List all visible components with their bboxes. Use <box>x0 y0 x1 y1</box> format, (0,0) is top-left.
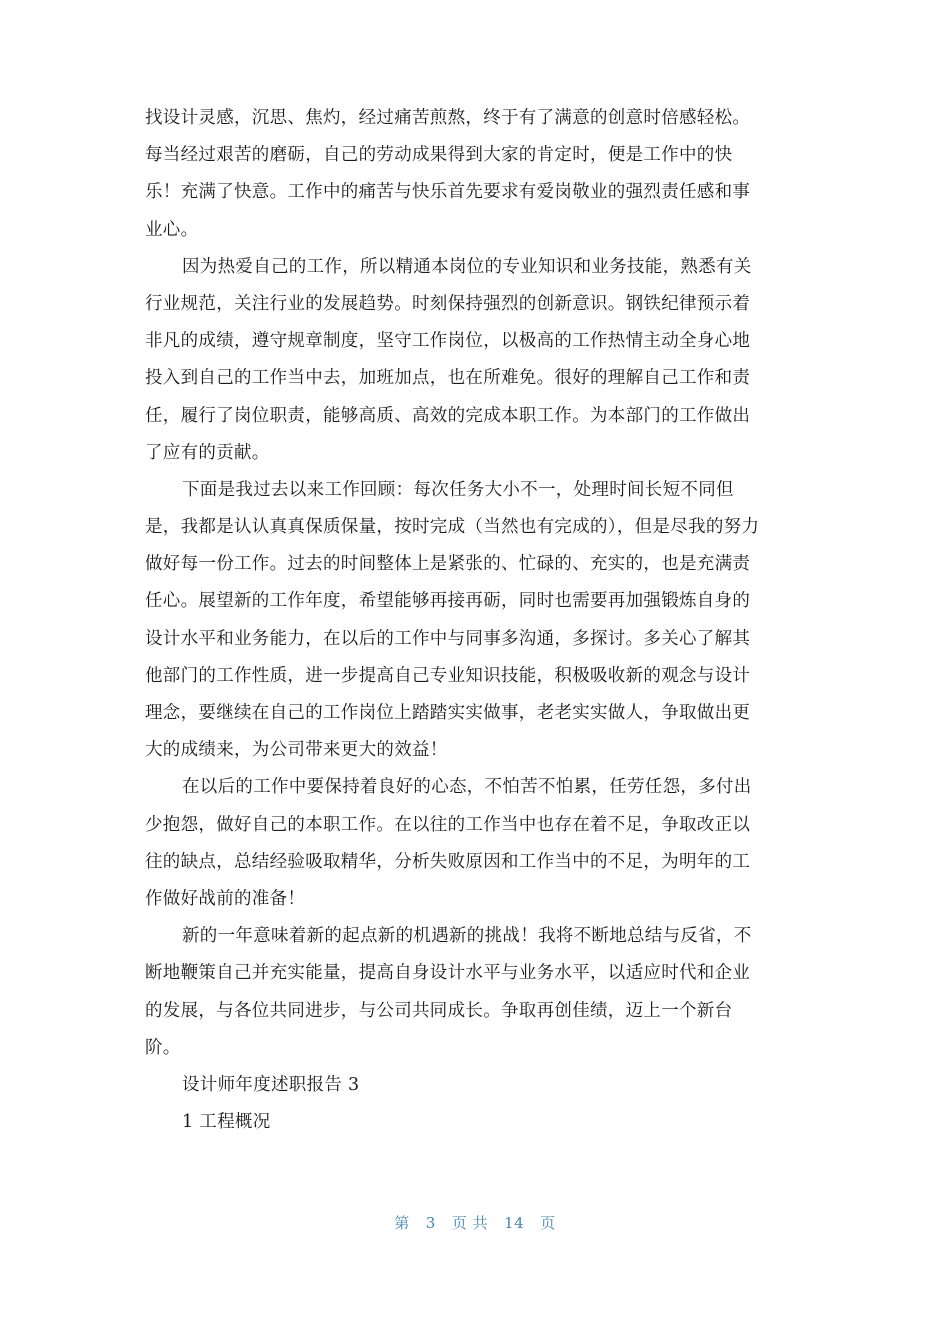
paragraph-first-line: 在以后的工作中要保持着良好的心态，不怕苦不怕累，任劳任怨，多付出 <box>182 777 752 798</box>
text-line: 他部门的工作性质，进一步提高自己专业知识技能，积极吸收新的观念与设计 <box>145 665 751 686</box>
text-line: 做好每一份工作。过去的时间整体上是紧张的、忙碌的、充实的，也是充满责 <box>145 554 751 575</box>
page-footer <box>0 1212 950 1233</box>
page-label-mid: 页 共 <box>451 1214 489 1232</box>
page-label-suffix: 页 <box>540 1214 556 1232</box>
section-heading: 设计师年度述职报告 3 <box>182 1074 360 1095</box>
text-line: 行业规范，关注行业的发展趋势。时刻保持强烈的创新意识。钢铁纪律预示着 <box>145 293 751 314</box>
paragraph-first-line: 新的一年意味着新的起点新的机遇新的挑战！我将不断地总结与反省，不 <box>182 926 752 947</box>
text-line: 作做好战前的准备！ <box>145 888 306 909</box>
text-line: 是，我都是认认真真保质保量，按时完成（当然也有完成的），但是尽我的努力 <box>145 517 760 538</box>
text-line: 任心。展望新的工作年度，希望能够再接再砺，同时也需要再加强锻炼自身的 <box>145 591 751 612</box>
text-line: 乐！充满了快意。工作中的痛苦与快乐首先要求有爱岗敬业的强烈责任感和事 <box>145 182 751 203</box>
text-line: 了应有的贡献。 <box>145 442 270 463</box>
text-line: 非凡的成绩，遵守规章制度，坚守工作岗位，以极高的工作热情主动全身心地 <box>145 331 751 352</box>
text-line: 阶。 <box>145 1037 181 1058</box>
text-line: 的发展，与各位共同进步，与公司共同成长。争取再创佳绩，迈上一个新台 <box>145 1000 733 1021</box>
text-line: 断地鞭策自己并充实能量，提高自身设计水平与业务水平，以适应时代和企业 <box>145 963 751 984</box>
text-line: 任，履行了岗位职责，能够高质、高效的完成本职工作。为本部门的工作做出 <box>145 405 751 426</box>
text-line: 找设计灵感，沉思、焦灼，经过痛苦煎熬，终于有了满意的创意时倍感轻松。 <box>145 108 751 128</box>
text-line: 理念，要继续在自己的工作岗位上踏踏实实做事，老老实实做人，争取做出更 <box>145 703 751 723</box>
text-line: 往的缺点，总结经验吸取精华，分析失败原因和工作当中的不足，为明年的工 <box>145 851 751 872</box>
total-pages-number: 14 <box>504 1214 525 1232</box>
document-body <box>145 100 805 1141</box>
text-line: 业心。 <box>145 219 199 240</box>
text-line: 投入到自己的工作当中去，加班加点，也在所难免。很好的理解自己工作和责 <box>145 368 751 389</box>
current-page-number: 3 <box>425 1214 436 1232</box>
text-line: 少抱怨，做好自己的本职工作。在以往的工作当中也存在着不足，争取改正以 <box>145 814 751 835</box>
page-label-prefix: 第 <box>394 1214 410 1232</box>
text-line: 每当经过艰苦的磨砺，自己的劳动成果得到大家的肯定时，便是工作中的快 <box>145 145 733 166</box>
paragraph-first-line: 下面是我过去以来工作回顾：每次任务大小不一，处理时间长短不同但 <box>182 479 734 500</box>
paragraph-first-line: 因为热爱自己的工作，所以精通本岗位的专业知识和业务技能，熟悉有关 <box>182 256 752 277</box>
text-line: 大的成绩来，为公司带来更大的效益！ <box>145 740 448 761</box>
subsection-heading: 1 工程概况 <box>182 1112 271 1133</box>
text-line: 设计水平和业务能力，在以后的工作中与同事多沟通，多探讨。多关心了解其 <box>145 628 751 649</box>
